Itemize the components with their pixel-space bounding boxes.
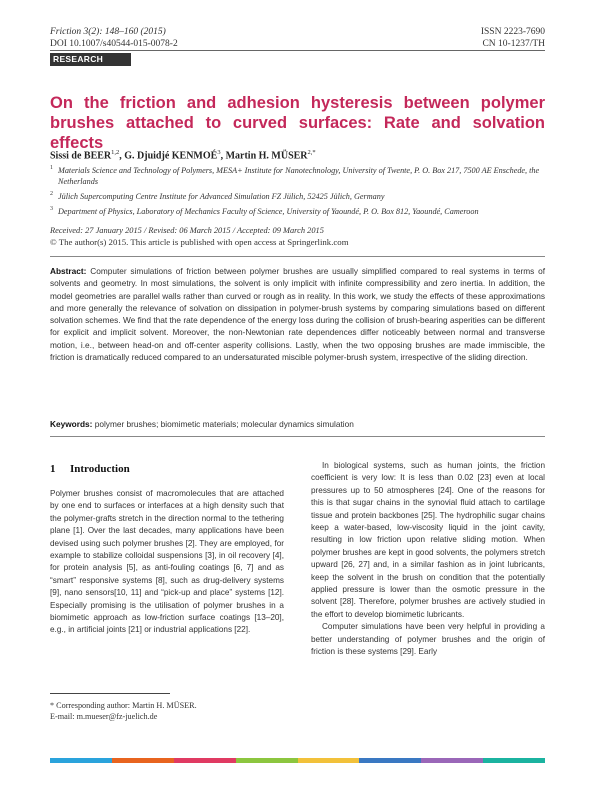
section-number: 1 (50, 463, 56, 475)
section-title: Introduction (70, 463, 130, 475)
abstract-text: Computer simulations of friction between polymer brushes are usually simplified compared to real systems in terms of solvents and geometry. In most simulations, the solvent is only implicit with infinite compressibility and zero inertia. In addition, the model geometries are parallel walls rather than curved or rough as in reality. In this work, we study the effects of these approximations and more generally the relevance of solvation on dissipation in polymer-brush systems by comparing simulations based on different solvation schemes. We find that the rate dependence of the energy loss during the collision of brush-bearing asperities can be different for explicit and implicit solvent. Moreover, the non-Newtonian rate dependences differ noticeably between normal and transverse motion, i.e., between head-on and off-center asperity collisions. Lastly, when the two opposing brushes are made immiscible, the friction is dramatically reduced compared to an undersaturated miscible polymer-brush system, irrespective of the sliding direction. (50, 266, 546, 363)
keywords-line (50, 419, 545, 429)
color-bar-segment (483, 758, 545, 763)
body-column-right (311, 460, 545, 659)
journal-header-right (481, 27, 545, 50)
body-paragraph: Polymer brushes consist of macromolecules that are attached by one end to surfaces or interfaces at a high density such that the polymer-grafts stretch in the direction normal to the tethering plane [1]. Over the last decades, many applications have been devised using such polymer brushes [2]. They are employed, for example to stabilize colloidal suspensions [3], in oil recovery [4], for protein analysis [5], as anti-fouling coatings [6, 7] and as “smart” responsive systems [8], such as drug-delivery systems [9], nano sensors[10, 11] and “pick-up and place” systems [12]. Especially promising is the utilisation of polymer brushes in a biomimetic approach as low-friction surface coatings [13–20], e.g., in artificial joints [21] or industrial applications [22]. (50, 489, 284, 635)
abstract-block (50, 265, 545, 363)
author-affil-ref: 3 (217, 149, 221, 156)
color-bar-segment (421, 758, 483, 763)
footnote (50, 700, 197, 722)
header-divider (50, 50, 545, 51)
affiliation-number: 1 (50, 165, 53, 171)
corresponding-author: * Corresponding author: Martin H. MÜSER. (50, 701, 197, 710)
author-name: Sissi de BEER (50, 150, 112, 162)
keywords-bottom-rule (50, 436, 545, 437)
color-bar-segment (236, 758, 298, 763)
copyright-notice: © The author(s) 2015. This article is published with open access at Springerlink.com (50, 237, 349, 247)
doi-text: DOI 10.1007/s40544-015-0078-2 (50, 38, 178, 49)
author-affil-ref: 2,* (307, 149, 316, 156)
cn-text: CN 10-1237/TH (482, 38, 545, 49)
affiliation-list (50, 165, 545, 221)
footer-color-bar (50, 758, 545, 763)
abstract-label: Abstract: (50, 266, 87, 276)
author-list: Sissi de BEER$^{1,2}$, G. Djuidjé KENMOÉ$^3$, Martin H. $MÜSER^{2,*}$ (50, 149, 316, 162)
color-bar-segment (50, 758, 112, 763)
section-heading (50, 463, 284, 476)
article-title: On the friction and adhesion hysteresis between polymer brushes attached to curved surfaces: Rate and solvation effects (50, 94, 545, 152)
author-email: E-mail: m.mueser@fz-juelich.de (50, 712, 158, 721)
color-bar-segment (112, 758, 174, 763)
footnote-divider (50, 693, 170, 694)
author-name: G. Djuidjé KENMOÉ (124, 150, 218, 162)
author-affil-ref: 1,2 (111, 149, 120, 156)
affiliation-number: 3 (50, 206, 53, 212)
color-bar-segment (359, 758, 421, 763)
affiliation-number: 2 (50, 191, 53, 197)
body-column-left (50, 460, 284, 637)
affiliation-text: Materials Science and Technology of Polymers, MESA+ Institute for Nanotechnology, University of Twente, P. O. Box 217, 7500 AE Enschede, the Netherlands (58, 166, 540, 186)
color-bar-segment (174, 758, 236, 763)
affiliation-item (50, 191, 545, 202)
journal-header-left (50, 27, 178, 50)
affiliation-text: Jülich Supercomputing Centre Institute for Advanced Simulation FZ Jülich, 52425 Jülich, Germany (58, 192, 385, 201)
issn-text: ISSN 2223-7690 (480, 27, 545, 37)
affiliation-item (50, 165, 545, 187)
keywords-label: Keywords: (50, 419, 93, 429)
color-bar-segment (298, 758, 360, 763)
body-paragraph: Computer simulations have been very helpful in providing a better understanding of polymer brushes and the origin of friction is these systems [29]. Early (311, 622, 545, 657)
abstract-top-rule (50, 256, 545, 257)
submission-dates: Received: 27 January 2015 / Revised: 06 March 2015 / Accepted: 09 March 2015 (50, 226, 324, 235)
author-name: Martin H. MÜSER (225, 150, 308, 162)
affiliation-text: Department of Physics, Laboratory of Mechanics Faculty of Science, University of Yaoundé, P. O. Box 812, Yaoundé, Cameroon (58, 207, 479, 216)
affiliation-item (50, 206, 545, 217)
keywords-text: polymer brushes; biomimetic materials; molecular dynamics simulation (94, 419, 354, 429)
article-type-badge: RESEARCH ARTICLE (50, 53, 131, 66)
journal-citation: Friction 3(2): 148–160 (2015) (50, 27, 166, 37)
body-paragraph: In biological systems, such as human joints, the friction coefficient is very low: It is less than 0.02 [23] even at local pressures up to 50 atmospheres [24]. One of the reasons for this is that sugar chains in the synovial fluid attach to cartilage tissue and protein backbones [25]. The hydrophilic sugar chains keep a water-based, low-viscosity liquid in the joint cavity, resulting in low friction upon relative sliding motion. When polymer brushes are kept in good solvents, the polymers stretch upward [26, 27] and, in a similar fashion as in joint lubricants, keep the solvent in the brush on condition that the potentially applied pressure is lower than the osmotic pressure in the solvent [28]. Therefore, polymer brushes are actively studied in the effort to develop biomimetic lubricants. (311, 461, 545, 619)
